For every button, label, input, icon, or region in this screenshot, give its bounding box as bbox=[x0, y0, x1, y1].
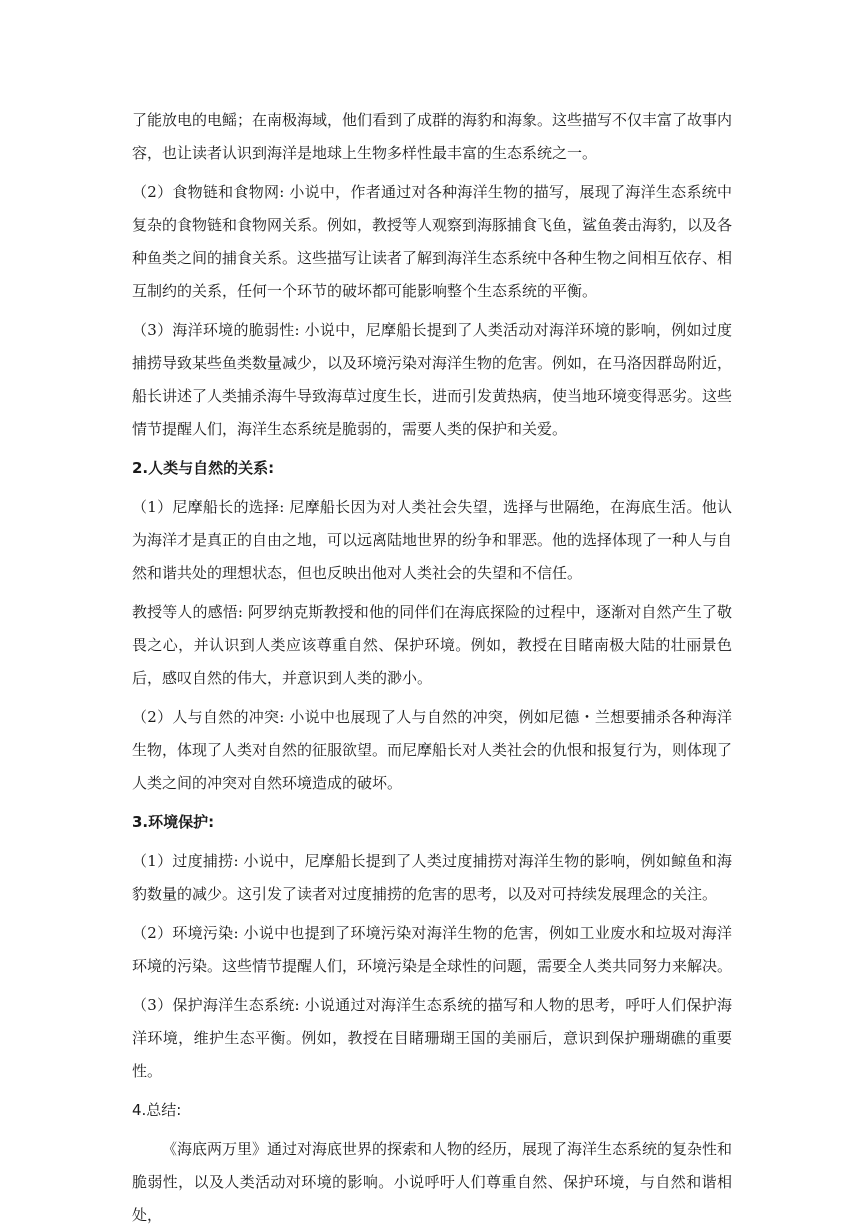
paragraph-summary: 《海底两万里》通过对海底世界的探索和人物的经历，展现了海洋生态系统的复杂性和脆弱性，以及人类活动对环境的影响。小说呼吁人们尊重自然、保护环境，与自然和谐相处， bbox=[132, 1140, 733, 1224]
paragraph-fragility: （3）海洋环境的脆弱性: 小说中，尼摩船长提到了人类活动对海洋环境的影响，例如过度捕捞导致某些鱼类数量减少，以及环境污染对海洋生物的危害。例如，在马洛因群岛附近，船长讲述了人类捕杀海牛导致海草过度生长，进而引发黄热病，使当地环境变得恶劣。这些情节提醒人们，海洋生态系统是脆弱的，需要人类的保护和关爱。 bbox=[132, 321, 733, 438]
paragraph-professor-insight: 教授等人的感悟: 阿罗纳克斯教授和他的同伴们在海底探险的过程中，逐渐对自然产生了敬畏之心，并认识到人类应该尊重自然、保护环境。例如，教授在目睹南极大陆的壮丽景色后，感叹自然的伟大，并意识到人类的渺小。 bbox=[132, 603, 732, 687]
paragraph-pollution: （2）环境污染: 小说中也提到了环境污染对海洋生物的危害，例如工业废水和垃圾对海洋环境的污染。这些情节提醒人们，环境污染是全球性的问题，需要全人类共同努力来解决。 bbox=[132, 924, 733, 975]
paragraph-protection: （3）保护海洋生态系统: 小说通过对海洋生态系统的描写和人物的思考，呼吁人们保护海洋环境，维护生态平衡。例如，教授在目睹珊瑚王国的美丽后，意识到保护珊瑚礁的重要性。 bbox=[132, 996, 732, 1080]
document-body bbox=[132, 104, 732, 1232]
paragraph-overfishing: （1）过度捕捞: 小说中，尼摩船长提到了人类过度捕捞对海洋生物的影响，例如鲸鱼和海豹数量的减少。这引发了读者对过度捕捞的危害的思考，以及对可持续发展理念的关注。 bbox=[132, 852, 732, 903]
paragraph-conflict: （2）人与自然的冲突: 小说中也展现了人与自然的冲突，例如尼德・兰想要捕杀各种海洋生物，体现了人类对自然的征服欲望。而尼摩船长对人类社会的仇恨和报复行为，则体现了人类之间的冲突对自然环境造成的破坏。 bbox=[132, 708, 733, 792]
paragraph-nemo-choice: （1）尼摩船长的选择: 尼摩船长因为对人类社会失望，选择与世隔绝，在海底生活。他认为海洋才是真正的自由之地，可以远离陆地世界的纷争和罪恶。他的选择体现了一种人与自然和谐共处的理想状态，但也反映出他对人类社会的失望和不信任。 bbox=[132, 498, 733, 582]
section-heading-human-nature: 2.人类与自然的关系: bbox=[132, 459, 275, 477]
paragraph-food-chain: （2）食物链和食物网: 小说中，作者通过对各种海洋生物的描写，展现了海洋生态系统中复杂的食物链和食物网关系。例如，教授等人观察到海豚捕食飞鱼，鲨鱼袭击海豹，以及各种鱼类之间的捕食关系。这些描写让读者了解到海洋生态系统中各种生物之间相互依存、相互制约的关系，任何一个环节的破坏都可能影响整个生态系统的平衡。 bbox=[132, 183, 733, 300]
paragraph-biodiversity: 了能放电的电鳐；在南极海域，他们看到了成群的海豹和海象。这些描写不仅丰富了故事内容，也让读者认识到海洋是地球上生物多样性最丰富的生态系统之一。 bbox=[132, 111, 733, 162]
section-heading-environment: 3.环境保护: bbox=[132, 813, 215, 831]
section-heading-summary: 4.总结: bbox=[132, 1101, 182, 1119]
